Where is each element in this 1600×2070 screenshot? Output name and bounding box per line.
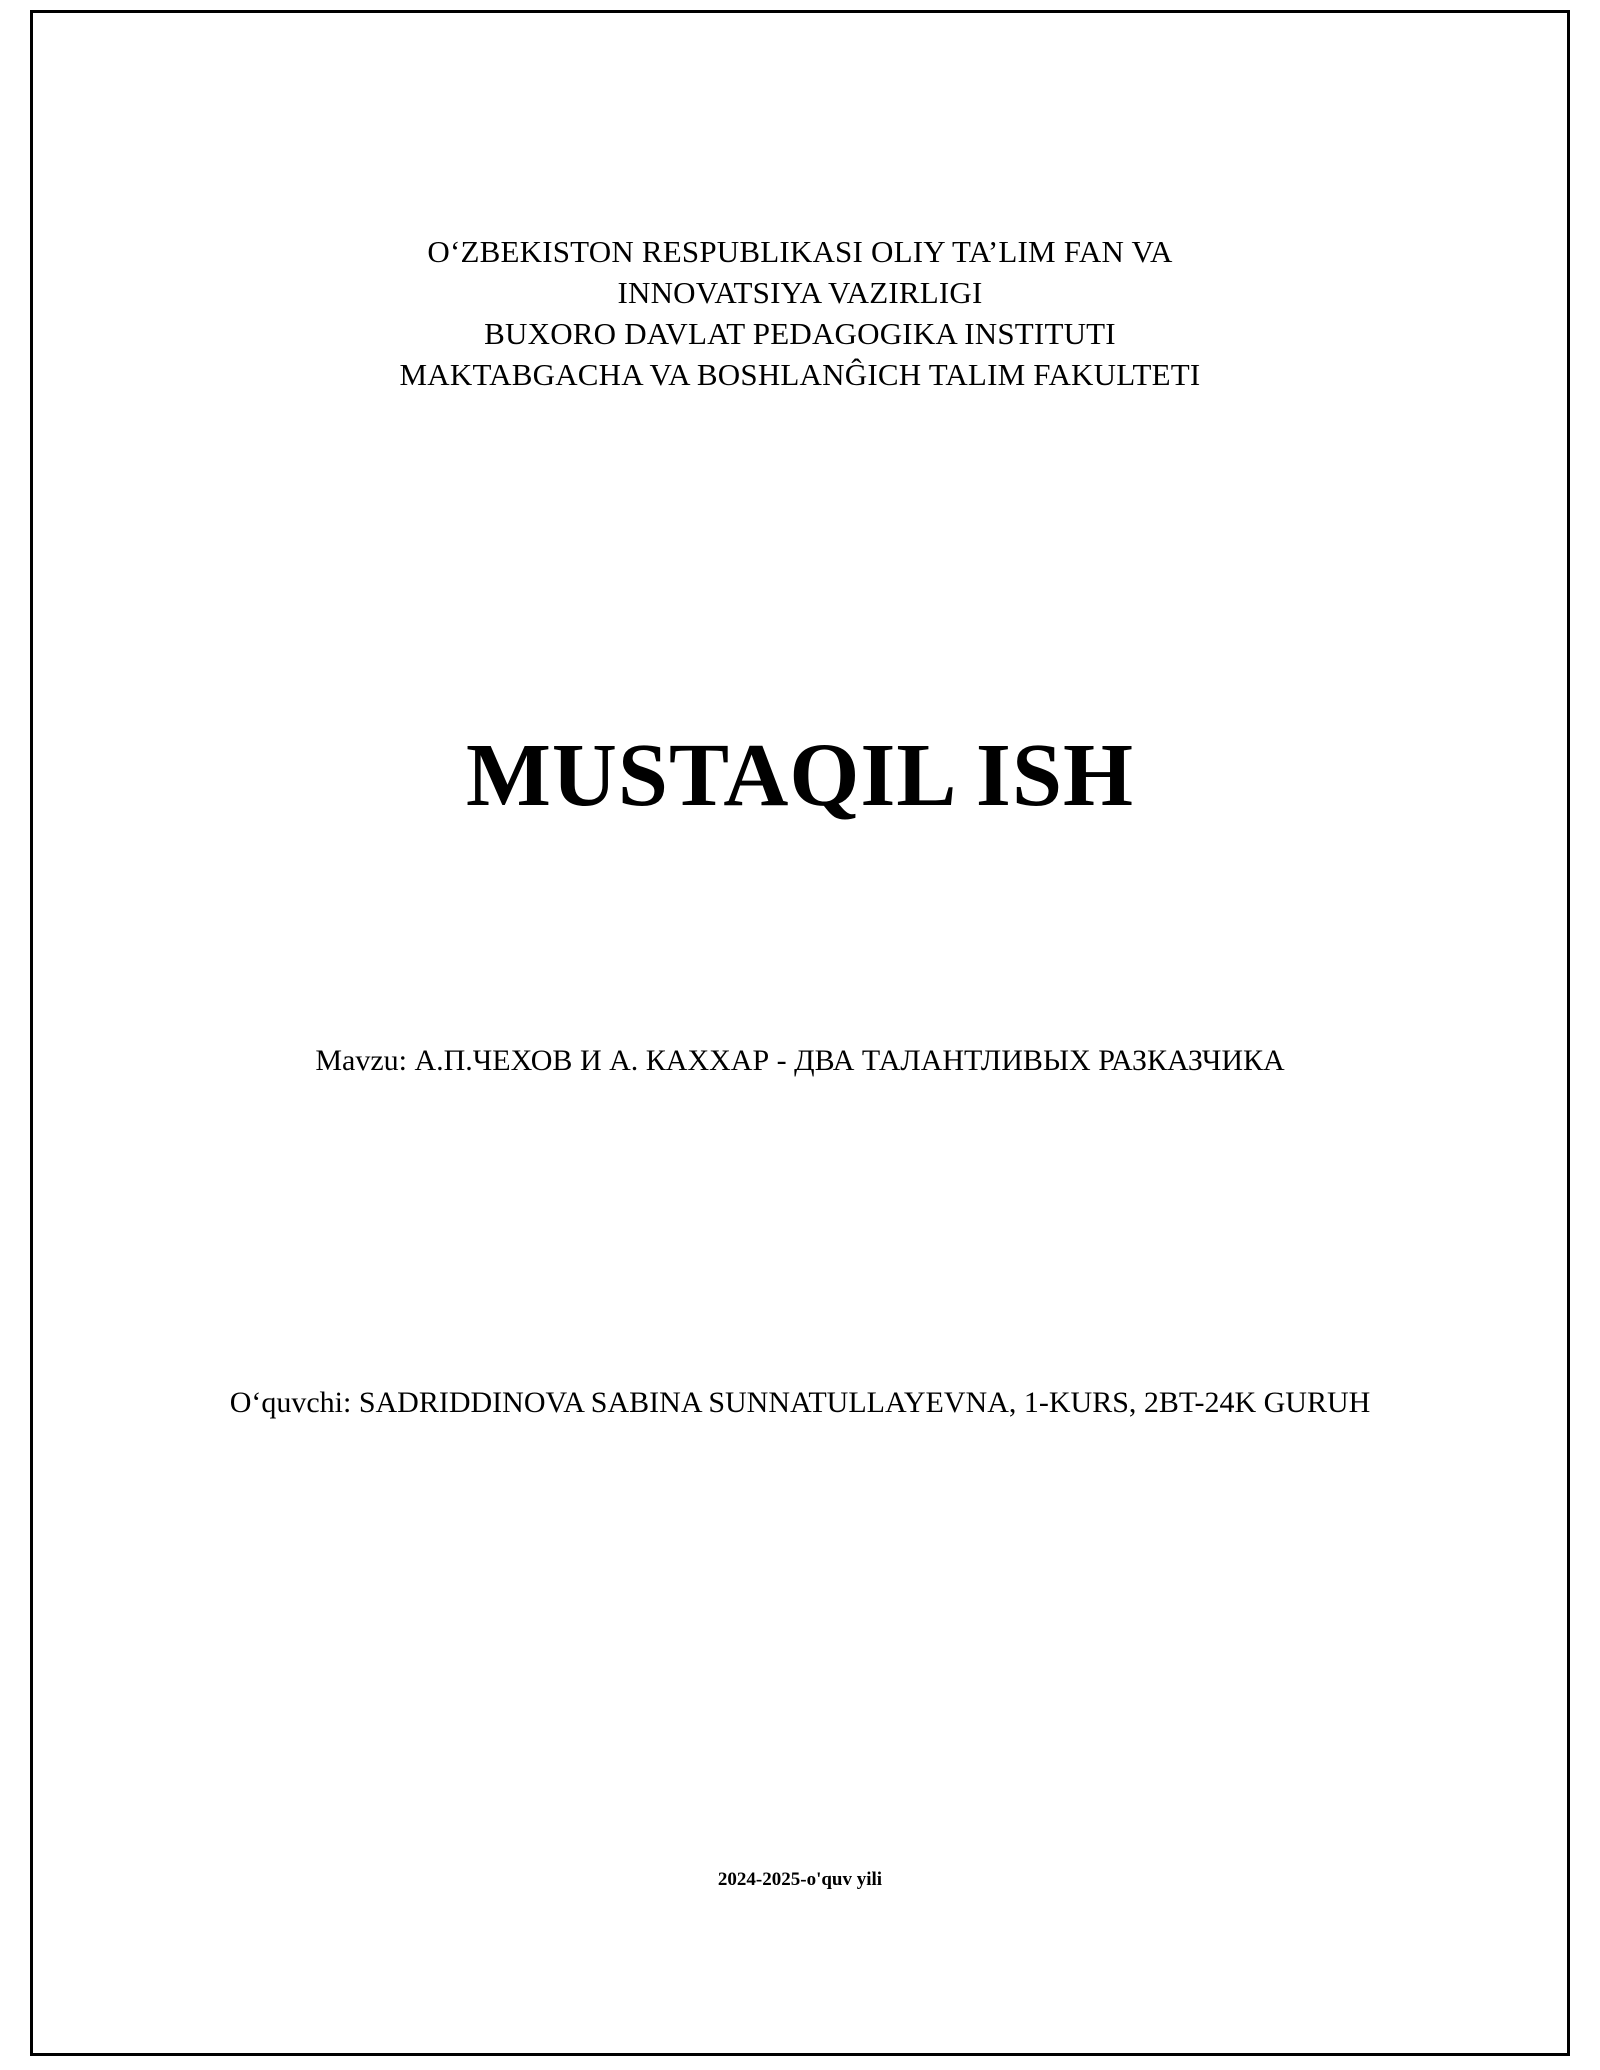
page-content: [30, 10, 1570, 2056]
topic-label: Mavzu:: [315, 1043, 407, 1077]
header-line-4: MAKTABGACHA VA BOSHLANĜICH TALIM FAKULTETI: [399, 356, 1201, 392]
topic-text: А.П.ЧЕХОВ И А. КАХХАР - ДВА ТАЛАНТЛИВЫХ РАЗКАЗЧИКА: [414, 1043, 1285, 1077]
topic-line: [150, 1040, 1450, 1082]
academic-year-footer: 2024-2025-o'quv yili: [717, 1869, 883, 1890]
institution-header: [150, 232, 1450, 396]
header-line-2: INNOVATSIYA VAZIRLIGI: [617, 274, 983, 310]
header-line-1: O‘ZBEKISTON RESPUBLIKASI OLIY TA’LIM FAN VA: [427, 234, 1173, 269]
author-text: SADRIDDINOVA SABINA SUNNATULLAYEVNA, 1-KURS, 2BT-24K GURUH: [358, 1385, 1371, 1419]
page-title: MUSTAQIL ISH: [465, 725, 1134, 825]
header-line-3: BUXORO DAVLAT PEDAGOGIKA INSTITUTI: [484, 315, 1116, 351]
author-label: O‘quvchi:: [229, 1385, 352, 1419]
author-line: [150, 1382, 1450, 1424]
